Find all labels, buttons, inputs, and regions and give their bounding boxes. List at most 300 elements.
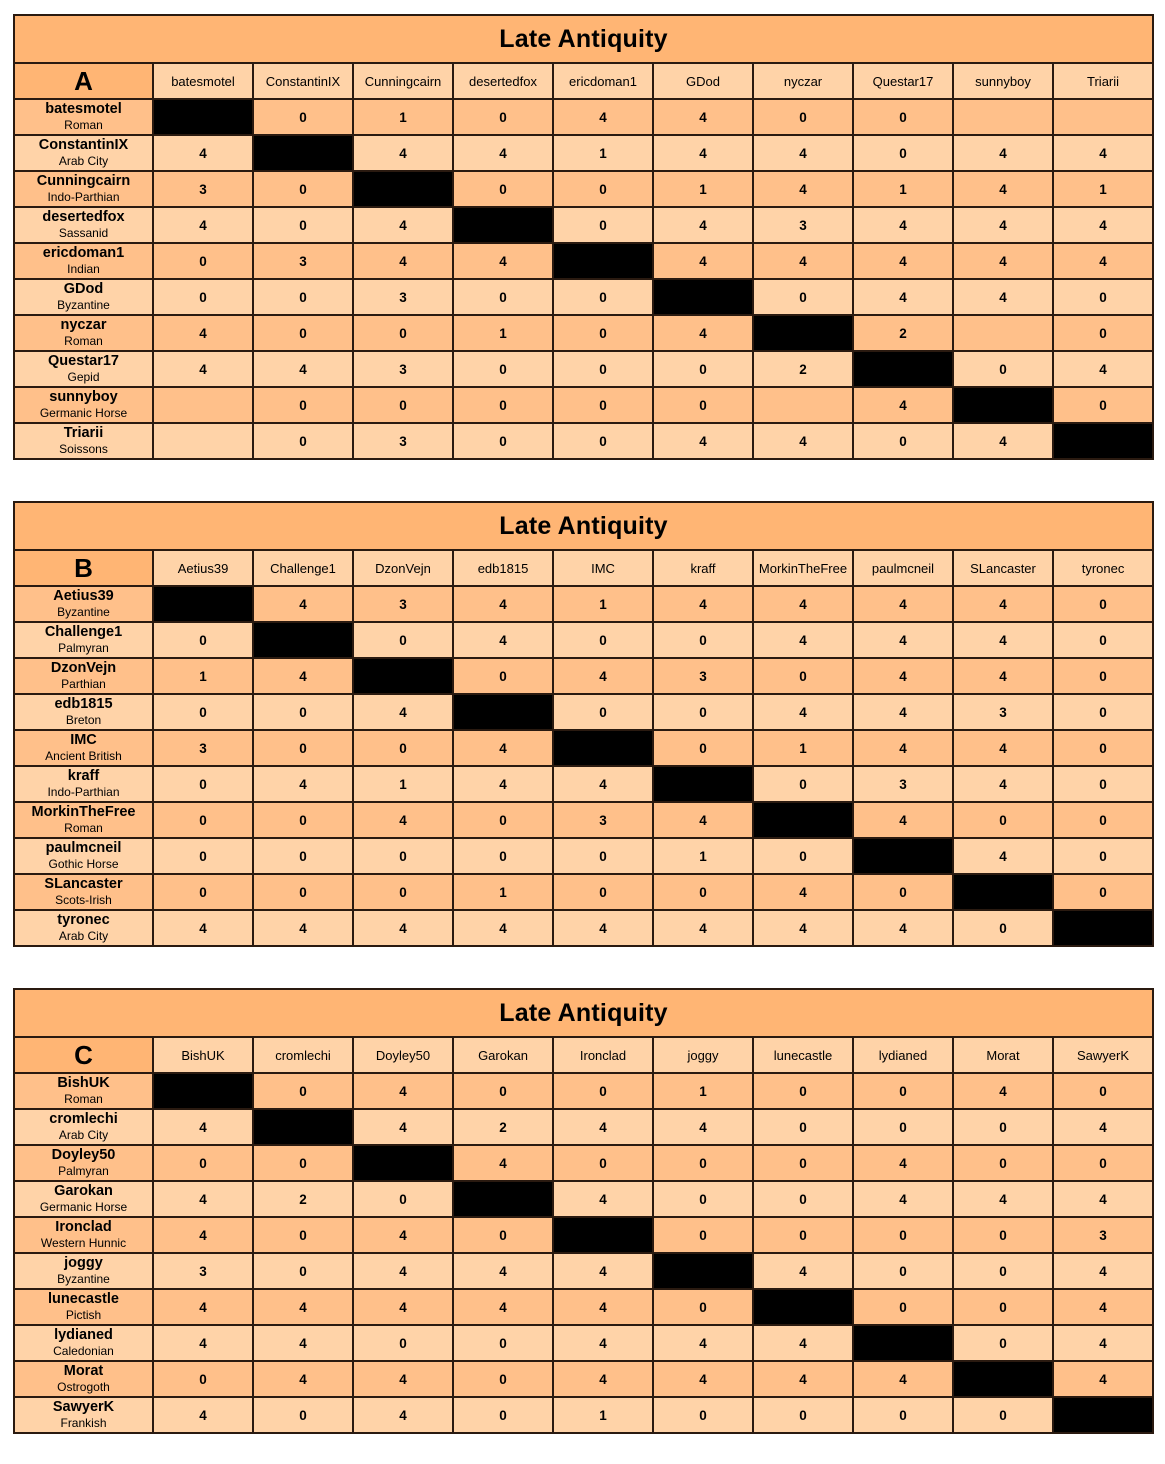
score-cell: 4 [153, 1109, 253, 1145]
score-cell: 4 [553, 1289, 653, 1325]
score-cell: 4 [253, 1289, 353, 1325]
score-cell: 4 [253, 351, 353, 387]
score-cell: 0 [853, 423, 953, 459]
score-cell [153, 423, 253, 459]
player-army: Palmyran [58, 641, 109, 656]
score-cell: 0 [653, 351, 753, 387]
score-cell: 0 [553, 207, 653, 243]
score-cell: 4 [853, 279, 953, 315]
player-name: Challenge1 [44, 624, 123, 641]
player-army: Indian [67, 262, 100, 277]
score-cell: 4 [353, 207, 453, 243]
score-cell: 4 [453, 910, 553, 946]
score-cell: 4 [953, 838, 1053, 874]
score-cell: 4 [253, 658, 353, 694]
score-cell: 4 [1053, 207, 1153, 243]
table-title: Late Antiquity [14, 15, 1153, 63]
score-cell: 3 [353, 423, 453, 459]
column-header-player: Aetius39 [153, 550, 253, 586]
diagonal-blocked-cell [953, 1361, 1053, 1397]
score-cell: 0 [353, 838, 453, 874]
score-cell: 4 [753, 423, 853, 459]
table-row [14, 279, 1153, 315]
table-row [14, 874, 1153, 910]
diagonal-blocked-cell [253, 1109, 353, 1145]
score-cell: 4 [153, 910, 253, 946]
score-cell: 4 [953, 1073, 1053, 1109]
diagonal-blocked-cell [753, 315, 853, 351]
score-cell: 4 [153, 351, 253, 387]
diagonal-blocked-cell [753, 802, 853, 838]
table-row [14, 387, 1153, 423]
score-cell: 4 [953, 586, 1053, 622]
score-cell: 0 [153, 1145, 253, 1181]
player-army: Ostrogoth [57, 1380, 110, 1395]
score-cell: 4 [753, 586, 853, 622]
player-name: SawyerK [52, 1399, 115, 1416]
score-cell: 0 [453, 99, 553, 135]
diagonal-blocked-cell [353, 1145, 453, 1181]
row-header-player [14, 1181, 153, 1217]
column-header-player: paulmcneil [853, 550, 953, 586]
score-cell: 0 [553, 423, 653, 459]
score-cell: 0 [153, 622, 253, 658]
diagonal-blocked-cell [953, 874, 1053, 910]
row-header-player [14, 351, 153, 387]
table-row [14, 1325, 1153, 1361]
diagonal-blocked-cell [953, 387, 1053, 423]
score-cell: 4 [153, 1289, 253, 1325]
diagonal-blocked-cell [653, 1253, 753, 1289]
score-cell: 0 [353, 1325, 453, 1361]
score-cell: 4 [153, 135, 253, 171]
score-cell: 0 [453, 658, 553, 694]
score-cell [753, 387, 853, 423]
column-header-player: SLancaster [953, 550, 1053, 586]
player-name: BishUK [57, 1075, 110, 1092]
score-cell: 1 [353, 99, 453, 135]
column-header-player: MorkinTheFree [753, 550, 853, 586]
score-cell: 1 [753, 730, 853, 766]
score-cell: 4 [753, 874, 853, 910]
diagonal-blocked-cell [153, 586, 253, 622]
player-name: Triarii [63, 425, 104, 442]
score-cell: 0 [253, 730, 353, 766]
score-cell: 0 [653, 730, 753, 766]
score-cell: 0 [653, 1181, 753, 1217]
score-cell: 4 [453, 243, 553, 279]
score-cell: 0 [1053, 279, 1153, 315]
row-header-player [14, 423, 153, 459]
score-cell: 3 [553, 802, 653, 838]
row-header-player [14, 1325, 153, 1361]
score-cell: 4 [953, 622, 1053, 658]
score-cell: 4 [553, 1325, 653, 1361]
group-a-results-table [13, 14, 1154, 460]
table-row [14, 243, 1153, 279]
column-header-player: ericdoman1 [553, 63, 653, 99]
table-row [14, 730, 1153, 766]
table-row [14, 171, 1153, 207]
score-cell: 0 [1053, 838, 1153, 874]
score-cell: 0 [553, 622, 653, 658]
score-cell: 4 [753, 1253, 853, 1289]
score-cell: 4 [953, 1181, 1053, 1217]
row-header-player [14, 387, 153, 423]
score-cell: 4 [853, 694, 953, 730]
score-cell: 4 [453, 1145, 553, 1181]
player-name: sunnyboy [49, 389, 118, 406]
table-row [14, 694, 1153, 730]
score-cell: 0 [253, 279, 353, 315]
score-cell: 0 [1053, 802, 1153, 838]
row-header-player [14, 207, 153, 243]
column-header-player: edb1815 [453, 550, 553, 586]
score-cell: 0 [253, 874, 353, 910]
player-army: Soissons [59, 442, 108, 457]
score-cell: 0 [753, 1181, 853, 1217]
score-cell: 0 [153, 694, 253, 730]
player-army: Pictish [65, 1308, 102, 1323]
score-cell: 4 [753, 135, 853, 171]
score-cell: 0 [153, 838, 253, 874]
score-cell: 0 [453, 838, 553, 874]
score-cell: 0 [753, 1109, 853, 1145]
score-cell: 0 [253, 1253, 353, 1289]
player-army: Germanic Horse [39, 1200, 128, 1215]
score-cell: 0 [953, 1217, 1053, 1253]
score-cell: 0 [753, 1397, 853, 1433]
player-name: SLancaster [44, 876, 123, 893]
score-cell: 0 [453, 423, 553, 459]
score-cell: 0 [853, 1217, 953, 1253]
table-row [14, 1253, 1153, 1289]
score-cell: 4 [853, 243, 953, 279]
row-header-player [14, 1361, 153, 1397]
score-cell: 4 [553, 766, 653, 802]
score-cell: 4 [653, 423, 753, 459]
score-cell: 0 [953, 1253, 1053, 1289]
score-cell: 0 [953, 1289, 1053, 1325]
score-cell: 0 [553, 387, 653, 423]
score-cell: 0 [253, 802, 353, 838]
score-cell: 4 [653, 802, 753, 838]
score-cell: 4 [1053, 1325, 1153, 1361]
score-cell: 4 [253, 766, 353, 802]
row-header-player [14, 315, 153, 351]
column-header-player: ConstantinIX [253, 63, 353, 99]
row-header-player [14, 730, 153, 766]
score-cell: 0 [1053, 315, 1153, 351]
score-cell: 4 [353, 1289, 453, 1325]
score-cell: 0 [153, 874, 253, 910]
score-cell: 4 [953, 423, 1053, 459]
score-cell: 0 [453, 1217, 553, 1253]
table-row [14, 838, 1153, 874]
score-cell: 4 [353, 802, 453, 838]
row-header-player [14, 658, 153, 694]
player-army: Gothic Horse [48, 857, 119, 872]
player-army: Roman [64, 821, 103, 836]
score-cell: 4 [553, 1181, 653, 1217]
column-header-player: lydianed [853, 1037, 953, 1073]
diagonal-blocked-cell [453, 1181, 553, 1217]
row-header-player [14, 1109, 153, 1145]
score-cell: 0 [553, 694, 653, 730]
score-cell: 0 [353, 874, 453, 910]
score-cell: 4 [753, 243, 853, 279]
player-name: edb1815 [54, 696, 113, 713]
score-cell: 1 [653, 171, 753, 207]
diagonal-blocked-cell [653, 766, 753, 802]
score-cell: 0 [453, 1073, 553, 1109]
score-cell: 0 [853, 1397, 953, 1433]
score-cell: 4 [353, 1397, 453, 1433]
score-cell: 4 [853, 1361, 953, 1397]
score-cell: 0 [153, 243, 253, 279]
score-cell: 4 [453, 622, 553, 658]
score-cell: 0 [253, 99, 353, 135]
score-cell: 0 [253, 1073, 353, 1109]
score-cell: 4 [353, 1361, 453, 1397]
score-cell: 4 [453, 1253, 553, 1289]
score-cell: 0 [953, 802, 1053, 838]
column-header-player: nyczar [753, 63, 853, 99]
score-cell: 0 [653, 387, 753, 423]
column-header-player: desertedfox [453, 63, 553, 99]
score-cell: 0 [453, 171, 553, 207]
score-cell: 4 [653, 586, 753, 622]
score-cell: 3 [353, 351, 453, 387]
diagonal-blocked-cell [553, 243, 653, 279]
score-cell: 0 [353, 622, 453, 658]
score-cell: 0 [253, 1217, 353, 1253]
row-header-player [14, 1145, 153, 1181]
score-cell: 0 [653, 1145, 753, 1181]
player-army: Parthian [61, 677, 106, 692]
score-cell: 1 [153, 658, 253, 694]
score-cell: 0 [853, 1289, 953, 1325]
column-header-player: Garokan [453, 1037, 553, 1073]
score-cell [153, 387, 253, 423]
score-cell: 0 [1053, 874, 1153, 910]
score-cell: 0 [553, 279, 653, 315]
diagonal-blocked-cell [853, 351, 953, 387]
score-cell: 0 [753, 99, 853, 135]
table-title: Late Antiquity [14, 502, 1153, 550]
group-b-results-table [13, 501, 1154, 947]
row-header-player [14, 910, 153, 946]
score-cell [1053, 99, 1153, 135]
player-army: Palmyran [58, 1164, 109, 1179]
score-cell: 3 [753, 207, 853, 243]
table-row [14, 658, 1153, 694]
player-army: Arab City [58, 1128, 109, 1143]
score-cell: 0 [453, 1361, 553, 1397]
row-header-player [14, 1217, 153, 1253]
column-header-player: kraff [653, 550, 753, 586]
score-cell: 4 [853, 387, 953, 423]
diagonal-blocked-cell [153, 1073, 253, 1109]
score-cell: 0 [353, 387, 453, 423]
column-header-player: SawyerK [1053, 1037, 1153, 1073]
row-header-player [14, 874, 153, 910]
diagonal-blocked-cell [453, 207, 553, 243]
score-cell: 4 [553, 1109, 653, 1145]
column-header-player: joggy [653, 1037, 753, 1073]
score-cell: 0 [553, 838, 653, 874]
table-row [14, 802, 1153, 838]
table-row [14, 207, 1153, 243]
score-cell: 4 [253, 1361, 353, 1397]
column-header-player: Challenge1 [253, 550, 353, 586]
diagonal-blocked-cell [753, 1289, 853, 1325]
score-cell: 4 [453, 135, 553, 171]
diagonal-blocked-cell [253, 135, 353, 171]
score-cell: 0 [553, 171, 653, 207]
score-cell: 0 [653, 622, 753, 658]
score-cell: 0 [353, 1181, 453, 1217]
score-cell: 4 [653, 207, 753, 243]
diagonal-blocked-cell [453, 694, 553, 730]
score-cell: 4 [453, 730, 553, 766]
score-cell: 0 [1053, 1073, 1153, 1109]
column-header-player: DzonVejn [353, 550, 453, 586]
player-army: Byzantine [57, 298, 110, 313]
column-header-player: tyronec [1053, 550, 1153, 586]
score-cell: 0 [1053, 1145, 1153, 1181]
score-cell: 4 [953, 207, 1053, 243]
score-cell: 0 [853, 1073, 953, 1109]
player-name: Morat [63, 1363, 104, 1380]
score-cell: 0 [653, 874, 753, 910]
score-cell: 0 [753, 766, 853, 802]
player-name: Doyley50 [51, 1147, 116, 1164]
score-cell: 4 [1053, 135, 1153, 171]
column-header-player: IMC [553, 550, 653, 586]
score-cell: 0 [553, 1073, 653, 1109]
score-cell: 4 [653, 99, 753, 135]
table-row [14, 1181, 1153, 1217]
score-cell: 0 [253, 423, 353, 459]
score-cell [953, 99, 1053, 135]
diagonal-blocked-cell [253, 622, 353, 658]
score-cell: 3 [353, 586, 453, 622]
score-cell: 0 [253, 387, 353, 423]
diagonal-blocked-cell [1053, 910, 1153, 946]
score-cell [953, 315, 1053, 351]
score-cell: 4 [153, 1181, 253, 1217]
score-cell: 0 [753, 838, 853, 874]
score-cell: 1 [553, 135, 653, 171]
score-cell: 0 [653, 1217, 753, 1253]
player-name: IMC [70, 732, 97, 749]
score-cell: 3 [1053, 1217, 1153, 1253]
score-cell: 4 [953, 171, 1053, 207]
table-row [14, 423, 1153, 459]
player-name: lydianed [54, 1327, 113, 1344]
player-name: desertedfox [42, 209, 125, 226]
score-cell: 0 [253, 694, 353, 730]
score-cell: 0 [253, 315, 353, 351]
score-cell: 3 [353, 279, 453, 315]
score-cell: 4 [253, 586, 353, 622]
score-cell: 4 [353, 243, 453, 279]
table-row [14, 586, 1153, 622]
table-row [14, 910, 1153, 946]
diagonal-blocked-cell [1053, 423, 1153, 459]
player-name: cromlechi [49, 1111, 118, 1128]
score-cell: 4 [953, 730, 1053, 766]
row-header-player [14, 766, 153, 802]
score-cell: 4 [853, 658, 953, 694]
score-cell: 0 [753, 1217, 853, 1253]
player-name: ConstantinIX [38, 137, 129, 154]
score-cell: 4 [853, 1181, 953, 1217]
score-cell: 4 [753, 694, 853, 730]
table-row [14, 1217, 1153, 1253]
score-cell: 3 [253, 243, 353, 279]
score-cell: 0 [553, 315, 653, 351]
score-cell: 4 [853, 207, 953, 243]
player-army: Byzantine [57, 605, 110, 620]
diagonal-blocked-cell [153, 99, 253, 135]
player-name: DzonVejn [50, 660, 117, 677]
score-cell: 4 [653, 243, 753, 279]
player-army: Caledonian [53, 1344, 114, 1359]
score-cell: 4 [353, 135, 453, 171]
row-header-player [14, 171, 153, 207]
table-row [14, 135, 1153, 171]
diagonal-blocked-cell [553, 1217, 653, 1253]
diagonal-blocked-cell [853, 838, 953, 874]
score-cell: 4 [453, 766, 553, 802]
score-cell: 0 [453, 387, 553, 423]
player-army: Breton [65, 713, 102, 728]
table-row [14, 1109, 1153, 1145]
score-cell: 1 [853, 171, 953, 207]
player-name: Questar17 [48, 353, 119, 370]
player-name: MorkinTheFree [31, 804, 136, 821]
player-army: Arab City [58, 929, 109, 944]
score-cell: 4 [1053, 1289, 1153, 1325]
row-header-player [14, 1397, 153, 1433]
score-cell: 0 [453, 1397, 553, 1433]
score-cell: 3 [853, 766, 953, 802]
player-army: Indo-Parthian [47, 190, 120, 205]
score-cell: 4 [753, 910, 853, 946]
score-cell: 1 [453, 874, 553, 910]
score-cell: 0 [1053, 766, 1153, 802]
score-cell: 4 [1053, 1109, 1153, 1145]
score-cell: 4 [353, 910, 453, 946]
column-header-player: Ironclad [553, 1037, 653, 1073]
score-cell: 4 [153, 315, 253, 351]
score-cell: 3 [153, 1253, 253, 1289]
column-header-player: Triarii [1053, 63, 1153, 99]
column-header-player: Doyley50 [353, 1037, 453, 1073]
score-cell: 0 [953, 1325, 1053, 1361]
score-cell: 0 [153, 802, 253, 838]
row-header-player [14, 99, 153, 135]
player-name: lunecastle [48, 1291, 119, 1308]
score-cell: 4 [853, 802, 953, 838]
score-cell: 0 [953, 910, 1053, 946]
player-army: Roman [64, 1092, 103, 1107]
column-header-player: sunnyboy [953, 63, 1053, 99]
score-cell: 0 [753, 1145, 853, 1181]
score-cell: 0 [953, 1397, 1053, 1433]
